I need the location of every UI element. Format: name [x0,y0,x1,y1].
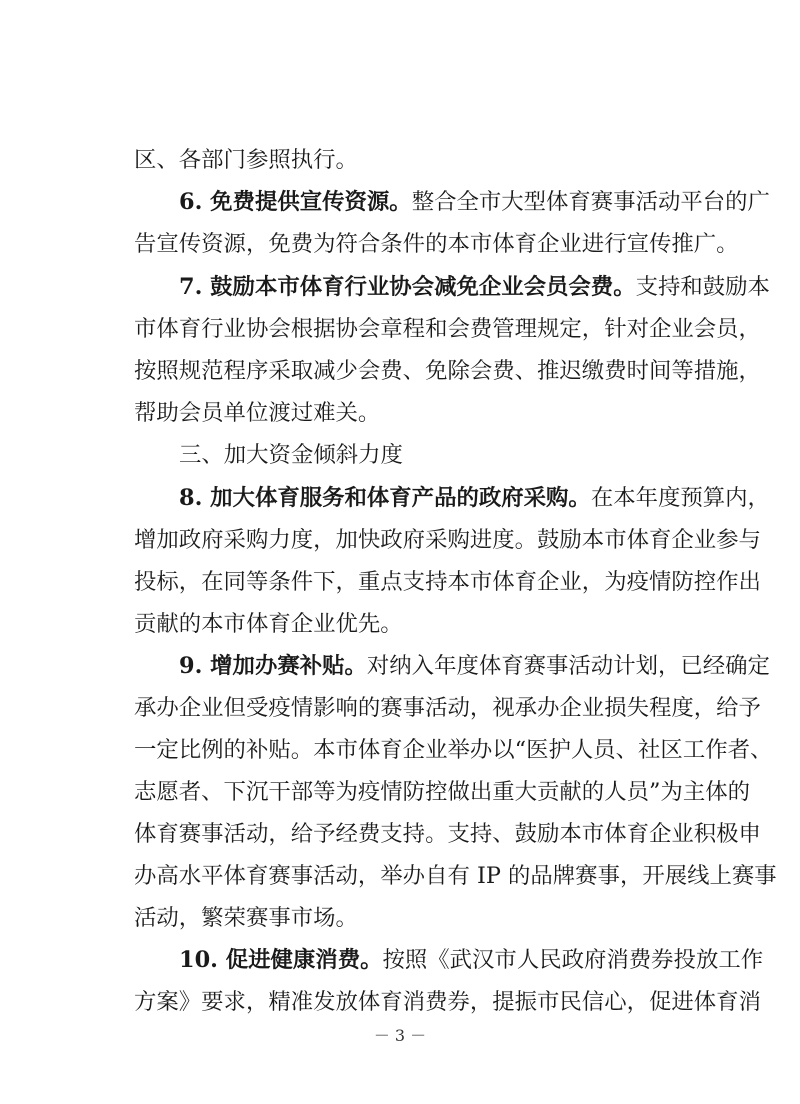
line-text: 按照规范程序采取减少会费、免除会费、推迟缴费时间等措施， [134,358,761,384]
paragraph-line-continuation [134,140,684,180]
item-10-body-line [134,982,761,1022]
line-text: 区、各部门参照执行。 [134,147,358,173]
item-9-body-line [134,898,684,938]
section-3-heading [179,435,684,475]
line-text: 体育赛事活动，给予经费支持。支持、鼓励本市体育企业积极申 [134,821,761,847]
line-text: 在本年度预算内， [590,485,770,511]
item-9-body-line [134,814,761,854]
page-number: － 3 － [373,1026,427,1045]
line-text: 帮助会员单位渡过难关。 [134,400,381,426]
item-8-body-line [134,604,684,644]
item-7-heading-line [179,267,770,307]
line-text: 支持和鼓励本 [635,274,770,300]
item-7-body-line [134,393,684,433]
line-text: 承办企业但受疫情影响的赛事活动，视承办企业损失程度，给予 [134,695,761,721]
item-6-body-line [134,224,739,264]
item-10-heading-line [179,940,764,980]
line-text: 志愿者、下沉干部等为疫情防控做出重大贡献的人员”为主体的 [134,779,750,805]
item-9-body-line [134,688,761,728]
item-8-body-line [134,562,761,602]
line-text: 按照《武汉市人民政府消费券投放工作 [382,947,764,973]
item-8-heading: 8. 加大体育服务和体育产品的政府采购。 [179,485,591,511]
item-9-heading-line [179,646,770,686]
line-text: 贡献的本市体育企业优先。 [134,611,403,637]
item-9-body-line [134,772,750,812]
line-text: 增加政府采购力度，加快政府采购进度。鼓励本市体育企业参与 [134,527,761,553]
line-text: 方案》要求，精准发放体育消费券，提振市民信心，促进体育消 [134,989,761,1015]
item-10-heading: 10. 促进健康消费。 [179,947,383,973]
line-text: 整合全市大型体育赛事活动平台的广 [411,189,770,215]
item-6-heading: 6. 免费提供宣传资源。 [179,189,412,215]
item-9-heading: 9. 增加办赛补贴。 [179,653,367,679]
item-9-body-line [134,730,773,770]
line-text: 告宣传资源，免费为符合条件的本市体育企业进行宣传推广。 [134,231,739,257]
line-text: 办高水平体育赛事活动，举办自有 IP 的品牌赛事，开展线上赛事 [134,863,777,889]
line-text: 市体育行业协会根据协会章程和会费管理规定，针对企业会员， [134,316,761,342]
item-7-body-line [134,351,761,391]
line-text: 一定比例的补贴。本市体育企业举办以“医护人员、社区工作者、 [134,737,773,763]
section-heading-text: 三、加大资金倾斜力度 [179,442,403,468]
item-7-heading: 7. 鼓励本市体育行业协会减免企业会员会费。 [179,274,636,300]
line-text: 活动，繁荣赛事市场。 [134,905,358,931]
item-6-heading-line [179,182,770,222]
item-9-body-line [134,856,777,896]
item-8-heading-line [179,478,770,518]
line-text: 投标，在同等条件下，重点支持本市体育企业，为疫情防控作出 [134,569,761,595]
item-7-body-line [134,309,761,349]
item-8-body-line [134,520,761,560]
line-text: 对纳入年度体育赛事活动计划，已经确定 [366,653,770,679]
